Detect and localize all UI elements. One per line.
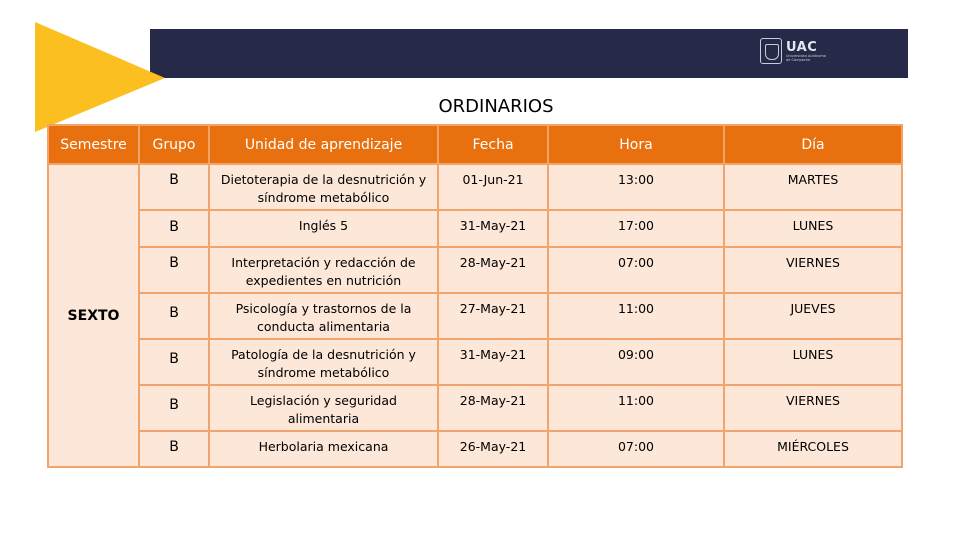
- table-row: [48, 164, 902, 210]
- table-row: [48, 385, 902, 431]
- accent-triangle: [0, 0, 200, 140]
- fecha-cell: 28-May-21: [438, 385, 548, 431]
- hora-cell: 17:00: [548, 210, 724, 247]
- logo-text: UAC: [786, 39, 818, 55]
- dia-cell: MARTES: [724, 164, 902, 210]
- hora-cell: 07:00: [548, 247, 724, 293]
- dia-cell: LUNES: [724, 339, 902, 385]
- column-header-hora: Hora: [548, 125, 724, 164]
- column-header-unidad: Unidad de aprendizaje: [209, 125, 438, 164]
- dia-cell: LUNES: [724, 210, 902, 247]
- grupo-cell: B: [139, 210, 209, 247]
- hora-cell: 11:00: [548, 385, 724, 431]
- unidad-cell: Interpretación y redacción de expedientes en nutrición: [209, 247, 438, 293]
- semestre-cell: SEXTO: [48, 164, 139, 467]
- hora-cell: 07:00: [548, 431, 724, 467]
- unidad-cell: Patología de la desnutrición y síndrome metabólico: [209, 339, 438, 385]
- unidad-cell: Dietoterapia de la desnutrición y síndrome metabólico: [209, 164, 438, 210]
- column-header-dia: Día: [724, 125, 902, 164]
- table-header-row: [48, 125, 902, 164]
- unidad-cell: Legislación y seguridad alimentaria: [209, 385, 438, 431]
- hora-cell: 09:00: [548, 339, 724, 385]
- unidad-cell: Herbolaria mexicana: [209, 431, 438, 467]
- table-row: [48, 247, 902, 293]
- column-header-fecha: Fecha: [438, 125, 548, 164]
- university-seal-icon: [760, 38, 782, 64]
- fecha-cell: 26-May-21: [438, 431, 548, 467]
- dia-cell: MIÉRCOLES: [724, 431, 902, 467]
- grupo-cell: B: [139, 431, 209, 467]
- unidad-cell: Psicología y trastornos de la conducta alimentaria: [209, 293, 438, 339]
- university-logo: [760, 35, 840, 67]
- grupo-cell: B: [139, 164, 209, 210]
- exam-schedule-table: [47, 124, 903, 468]
- fecha-cell: 28-May-21: [438, 247, 548, 293]
- page-title: [0, 96, 960, 117]
- fecha-cell: 31-May-21: [438, 210, 548, 247]
- table-row: [48, 431, 902, 467]
- column-header-semestre: Semestre: [48, 125, 139, 164]
- table-row: [48, 339, 902, 385]
- unidad-cell: Inglés 5: [209, 210, 438, 247]
- column-header-grupo: Grupo: [139, 125, 209, 164]
- fecha-cell: 31-May-21: [438, 339, 548, 385]
- dia-cell: VIERNES: [724, 247, 902, 293]
- grupo-cell: B: [139, 247, 209, 293]
- fecha-cell: 27-May-21: [438, 293, 548, 339]
- fecha-cell: 01-Jun-21: [438, 164, 548, 210]
- logo-subtitle: Universidad Autónoma de Campeche: [786, 53, 826, 62]
- grupo-cell: B: [139, 385, 209, 431]
- page-title-text: ORDINARIOS: [438, 96, 554, 117]
- dia-cell: JUEVES: [724, 293, 902, 339]
- hora-cell: 11:00: [548, 293, 724, 339]
- dia-cell: VIERNES: [724, 385, 902, 431]
- grupo-cell: B: [139, 339, 209, 385]
- hora-cell: 13:00: [548, 164, 724, 210]
- grupo-cell: B: [139, 293, 209, 339]
- table-row: [48, 210, 902, 247]
- table-row: [48, 293, 902, 339]
